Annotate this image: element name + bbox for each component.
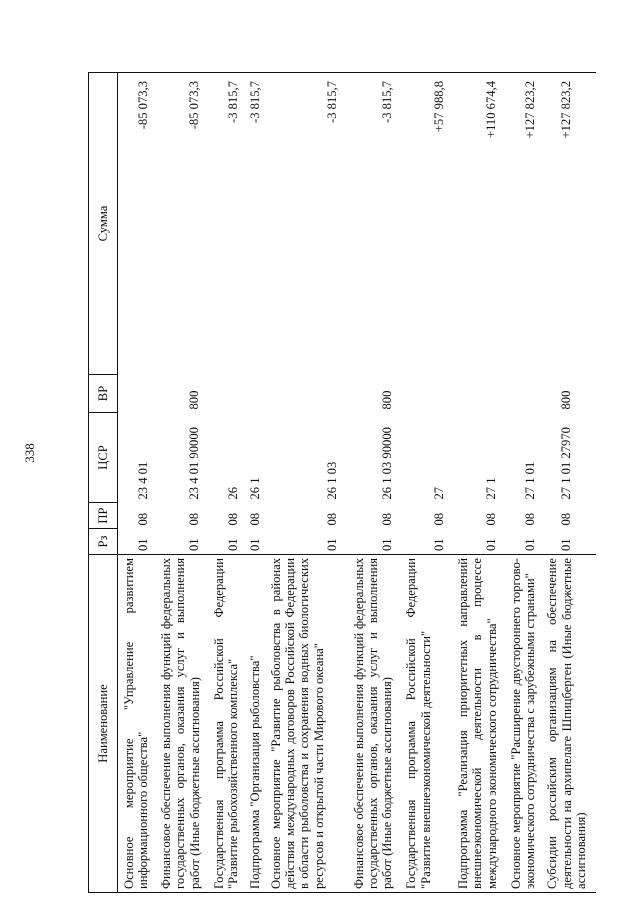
row-rz: 01 <box>432 538 447 551</box>
row-pr: 08 <box>559 512 574 526</box>
row-name: Субсидии российским организациям на обеспечение деятельности на архипелаге Шпицберген (Иные бюджетные ассигнования) <box>543 555 596 893</box>
row-rz: 01 <box>248 538 263 551</box>
row-csr: 27 1 01 <box>522 461 537 500</box>
row-sum: +110 674,4 <box>454 73 507 375</box>
row-csr: 23 4 01 90000 <box>186 427 201 500</box>
header-vr: ВР <box>89 375 118 413</box>
row-csr: 27 <box>432 486 447 500</box>
row-csr: 23 4 01 <box>136 461 150 500</box>
row-pr: 08 <box>225 512 240 526</box>
row-pr: 08 <box>522 512 537 526</box>
row-csr: 26 <box>225 486 240 500</box>
row-vr <box>402 375 454 413</box>
table-row <box>246 73 267 893</box>
row-rz: 01 <box>522 538 537 551</box>
row-vr: 800 <box>559 390 574 410</box>
row-rz: 01 <box>136 538 150 551</box>
table-row <box>543 73 596 893</box>
header-row <box>89 73 118 893</box>
table-row <box>350 73 403 893</box>
table-row <box>210 73 247 893</box>
row-sum: -3 815,7 <box>210 73 247 375</box>
header-name: Наименование <box>89 555 118 893</box>
row-vr: 800 <box>186 390 201 410</box>
row-sum: -85 073,3 <box>157 73 210 375</box>
page-number: 338 <box>22 443 37 463</box>
row-pr: 08 <box>248 512 263 526</box>
row-name: Подпрограмма "Организация рыболовства" <box>246 555 267 893</box>
row-rz: 01 <box>559 538 574 551</box>
row-sum: +127 823,2 <box>543 73 596 375</box>
row-name: Государственная программа Российской Федерации "Развитие рыбохозяйственного комплекса" <box>210 555 247 893</box>
row-rz: 01 <box>324 538 339 551</box>
table-row <box>454 73 507 893</box>
header-csr: ЦСР <box>89 413 118 503</box>
header-pr: ПР <box>89 503 118 529</box>
row-pr: 08 <box>186 512 201 526</box>
row-name: Финансовое обеспечение выполнения функций федеральных государственных органов, оказания услуг и выполнения работ (Иные бюджетные ассигнования) <box>157 555 210 893</box>
row-csr: 27 1 <box>484 477 499 500</box>
row-vr <box>267 375 350 413</box>
row-pr: 08 <box>136 512 150 526</box>
row-vr <box>210 375 247 413</box>
table-row <box>118 73 157 893</box>
row-pr: 08 <box>432 512 447 526</box>
row-vr <box>246 375 267 413</box>
row-rz: 01 <box>186 538 201 551</box>
row-name: Основное мероприятие "Расширение двустороннего торгово-экономического сотрудничества с зарубежными странами" <box>507 555 544 893</box>
row-sum: -3 815,7 <box>350 73 403 375</box>
row-rz: 01 <box>484 538 499 551</box>
row-csr: 26 1 <box>248 477 263 500</box>
table-row <box>402 73 454 893</box>
row-sum: -85 073,3 <box>118 73 157 375</box>
row-pr: 08 <box>379 512 394 526</box>
header-rz: Рз <box>89 529 118 555</box>
row-csr: 26 1 03 90000 <box>379 427 394 500</box>
row-vr <box>118 375 157 413</box>
row-name: Основное мероприятие "Развитие рыболовства в районах действия международных договоров Российской Федерации в области рыболовства и сохранения водных биологических ресурсов и открытой части Мирового океана" <box>267 555 350 893</box>
row-vr <box>454 375 507 413</box>
row-sum: +57 988,8 <box>402 73 454 375</box>
row-vr: 800 <box>379 390 394 410</box>
row-csr: 26 1 03 <box>324 461 339 500</box>
row-csr: 27 1 01 27970 <box>559 427 574 500</box>
table-row <box>507 73 544 893</box>
row-pr: 08 <box>484 512 499 526</box>
row-sum: -3 815,7 <box>267 73 350 375</box>
budget-table <box>88 72 596 893</box>
row-sum: +127 823,2 <box>507 73 544 375</box>
row-name: Подпрограмма "Реализация приоритетных направлений внешнеэкономической деятельности в процессе международного экономического сотрудничества" <box>454 555 507 893</box>
row-name: Государственная программа Российской Федерации "Развитие внешнеэкономической деятельности" <box>402 555 454 893</box>
row-name: Основное мероприятие "Управление развитием информационного общества" <box>118 555 157 893</box>
row-rz: 01 <box>379 538 394 551</box>
table-row <box>267 73 350 893</box>
row-rz: 01 <box>225 538 240 551</box>
header-sum: Сумма <box>89 73 118 375</box>
rotated-page-content <box>88 73 596 893</box>
row-name: Финансовое обеспечение выполнения функций федеральных государственных органов, оказания услуг и выполнения работ (Иные бюджетные ассигнования) <box>350 555 403 893</box>
table-row <box>157 73 210 893</box>
row-pr: 08 <box>324 512 339 526</box>
row-vr <box>507 375 544 413</box>
row-sum: -3 815,7 <box>246 73 267 375</box>
